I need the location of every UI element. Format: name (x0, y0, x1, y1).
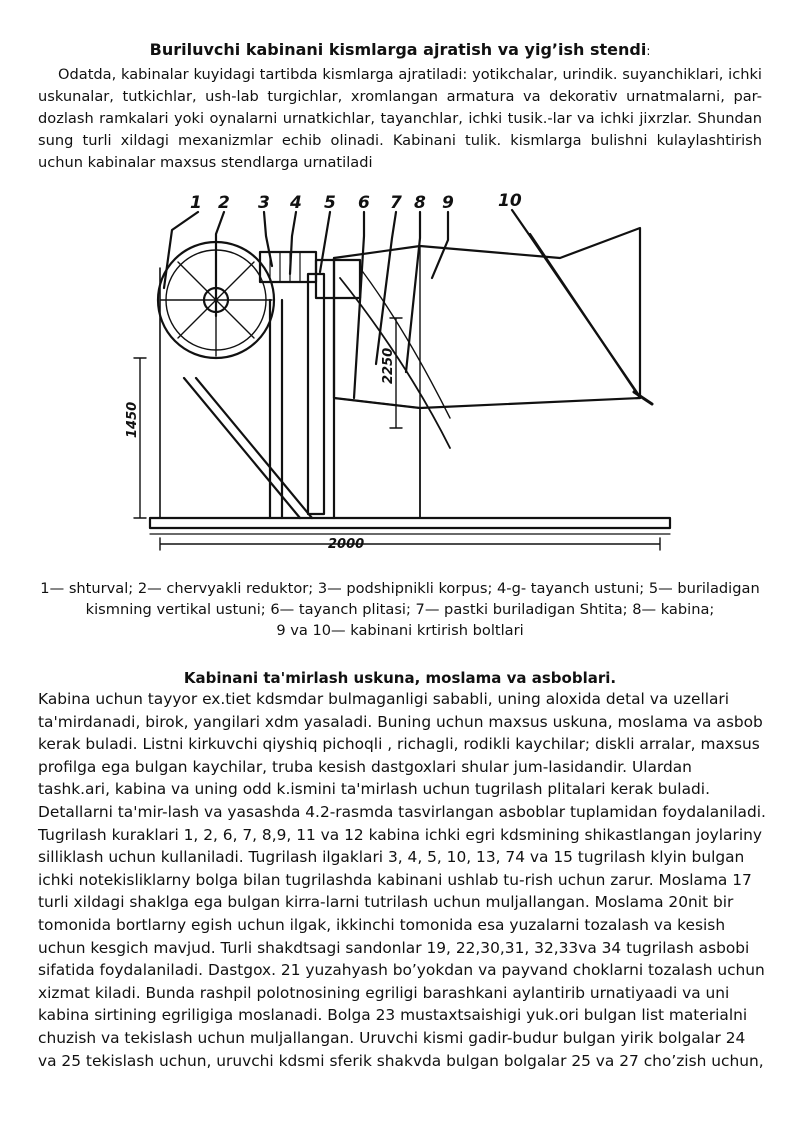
leader-line-3 (264, 212, 272, 266)
section-title: Kabinani ta'mirlash uskuna, moslama va asboblari. (183, 669, 617, 687)
handwheel-spokes (160, 244, 272, 356)
caption-line-2: kismning vertikal ustuni; 6— tayanch plitasi; 7— pastki buriladigan Shtita; 8— kabina; (85, 601, 715, 618)
width-dimension (160, 538, 660, 550)
base-plate (150, 518, 670, 528)
caption-line-3: 9 va 10— kabinani krtirish boltlari (276, 622, 524, 639)
leader-line-6 (354, 212, 364, 398)
section-body (38, 688, 766, 1072)
document-title-suffix: : (646, 44, 651, 58)
label-2: 2 (218, 193, 230, 213)
body-paragraph-1: Kabina uchun tayyor ex.tiet kdsmdar bulmaganligi sababli, uning aloxida detal va uzellari ta'mirdanadi, birok, yangilari xdm yasaladi. Buning uchun maxsus uskuna, moslama va asbob kerak buladi. Listni kirkuvchi qiyshiq pichoqli , richagli, rodikli kaychilar; diskli arralar, maxsus profilga ega bulgan kaychilar, truba kesish dastgoxlari shular jum-lasidandir. Ulardan tashk.ari, kabina va uning odd k.ismini ta'mirlash uchun tugrilash plitalari kerak buladi. Detallarni ta'mir-lash va yasashda 4.2-rasmda tasvirlangan asboblar tuplamidan foydalaniladi. (38, 690, 766, 821)
label-4: 4 (290, 193, 302, 213)
label-3: 3 (258, 193, 270, 213)
cab-diagonal (530, 234, 640, 398)
caption-line-1: 1— shturval; 2— chervyakli reduktor; 3— podshipnikli korpus; 4-g- tayanch ustuni; 5— buriladigan (40, 580, 760, 597)
leader-line-4 (290, 212, 296, 274)
leader-line-9 (432, 212, 448, 278)
body-paragraph-2: Tugrilash kuraklari 1, 2, 6, 7, 8,9, 11 va 12 kabina ichki egri kdsmining shikastlangan joylariny silliklash uchun kullaniladi. Tugrilash ilgaklari 3, 4, 5, 10, 13, 74 va 15 tugrilash klyin bulgan ichki notekisliklarny bolga bilan tugrilashda kabinani ushlab tu-rish uchun zarur. Moslama 17 turli xildagi shaklga ega bulgan kirra-larni tutrilash uchun muljallangan. Moslama 20nit bir tomonida bortlarny egish uchun ilgak, ikkinchi tomonida esa yuzalarni tozalash va kesish uchun kesgich mavjud. Turli shakdtsagi sandonlar 19, 22,30,31, 32,33va 34 tugrilash asbobi sifatida foydalaniladi. Dastgox. 21 yuzahyash bo’yokdan va payvand choklarni tozalash uchun xizmat kiladi. Bunda rashpil polotnosining egriligi barashkani aylantirib urnatiyaadi va uni kabina sirtining egriligiga moslanadi. Bolga 23 mustaxtsaishigi yuk.ori bulgan list materialni chuzish va tekislash uchun muljallangan. Uruvchi kismi gadir-budur bulgan yirik bolgalar 24 va 25 tekislash uchun, uruvchi kdsmi sferik shakvda bulgan bolgalar 25 va 27 cho’zish uchun, (38, 825, 765, 1070)
label-6: 6 (358, 193, 370, 213)
document-title-text: Buriluvchi kabinani kismlarga ajratish va yig’ish stendi (149, 40, 647, 59)
dimension-2250: 2250 (381, 347, 396, 384)
label-10: 10 (498, 191, 522, 211)
label-8: 8 (414, 193, 426, 213)
label-1: 1 (190, 193, 202, 213)
cab-curve-inner (360, 268, 450, 418)
lower-rotating-shield (334, 398, 420, 518)
reducer-ribs (270, 252, 300, 282)
turning-vertical-column (308, 274, 324, 514)
intro-paragraph: Odatda, kabinalar kuyidagi tartibda kismlarga ajratiladi: yotikchalar, urindik. suyanchiklari, ichki uskunalar, tutkichlar, ush-lab turgichlar, xromlangan armatura va dekorativ urnatmalarni, par-dozlash ramkalari yoki oynalarni urnatkichlar, tayanchlar, ichki tusik.-lar va ichki jixrzlar. Shundan sung turli xildagi mexanizmlar echib olinadi. Kabinani tulik. kismlarga bulishni kulaylashtirish uchun kabinalar maxsus stendlarga urnatiladi (38, 66, 762, 171)
dimension-2000: 2000 (328, 537, 365, 552)
figure-caption (38, 578, 762, 641)
bearing-housing (316, 260, 360, 298)
label-7: 7 (390, 193, 402, 213)
stand-diagram (120, 188, 680, 558)
document-title (38, 40, 762, 61)
dimension-1450: 1450 (125, 401, 140, 438)
stand-drawing (120, 188, 680, 558)
label-9: 9 (442, 193, 454, 213)
label-5: 5 (324, 193, 336, 213)
leader-line-5 (320, 212, 330, 272)
diagonal-brace (184, 378, 312, 518)
cab-outline (334, 228, 640, 408)
